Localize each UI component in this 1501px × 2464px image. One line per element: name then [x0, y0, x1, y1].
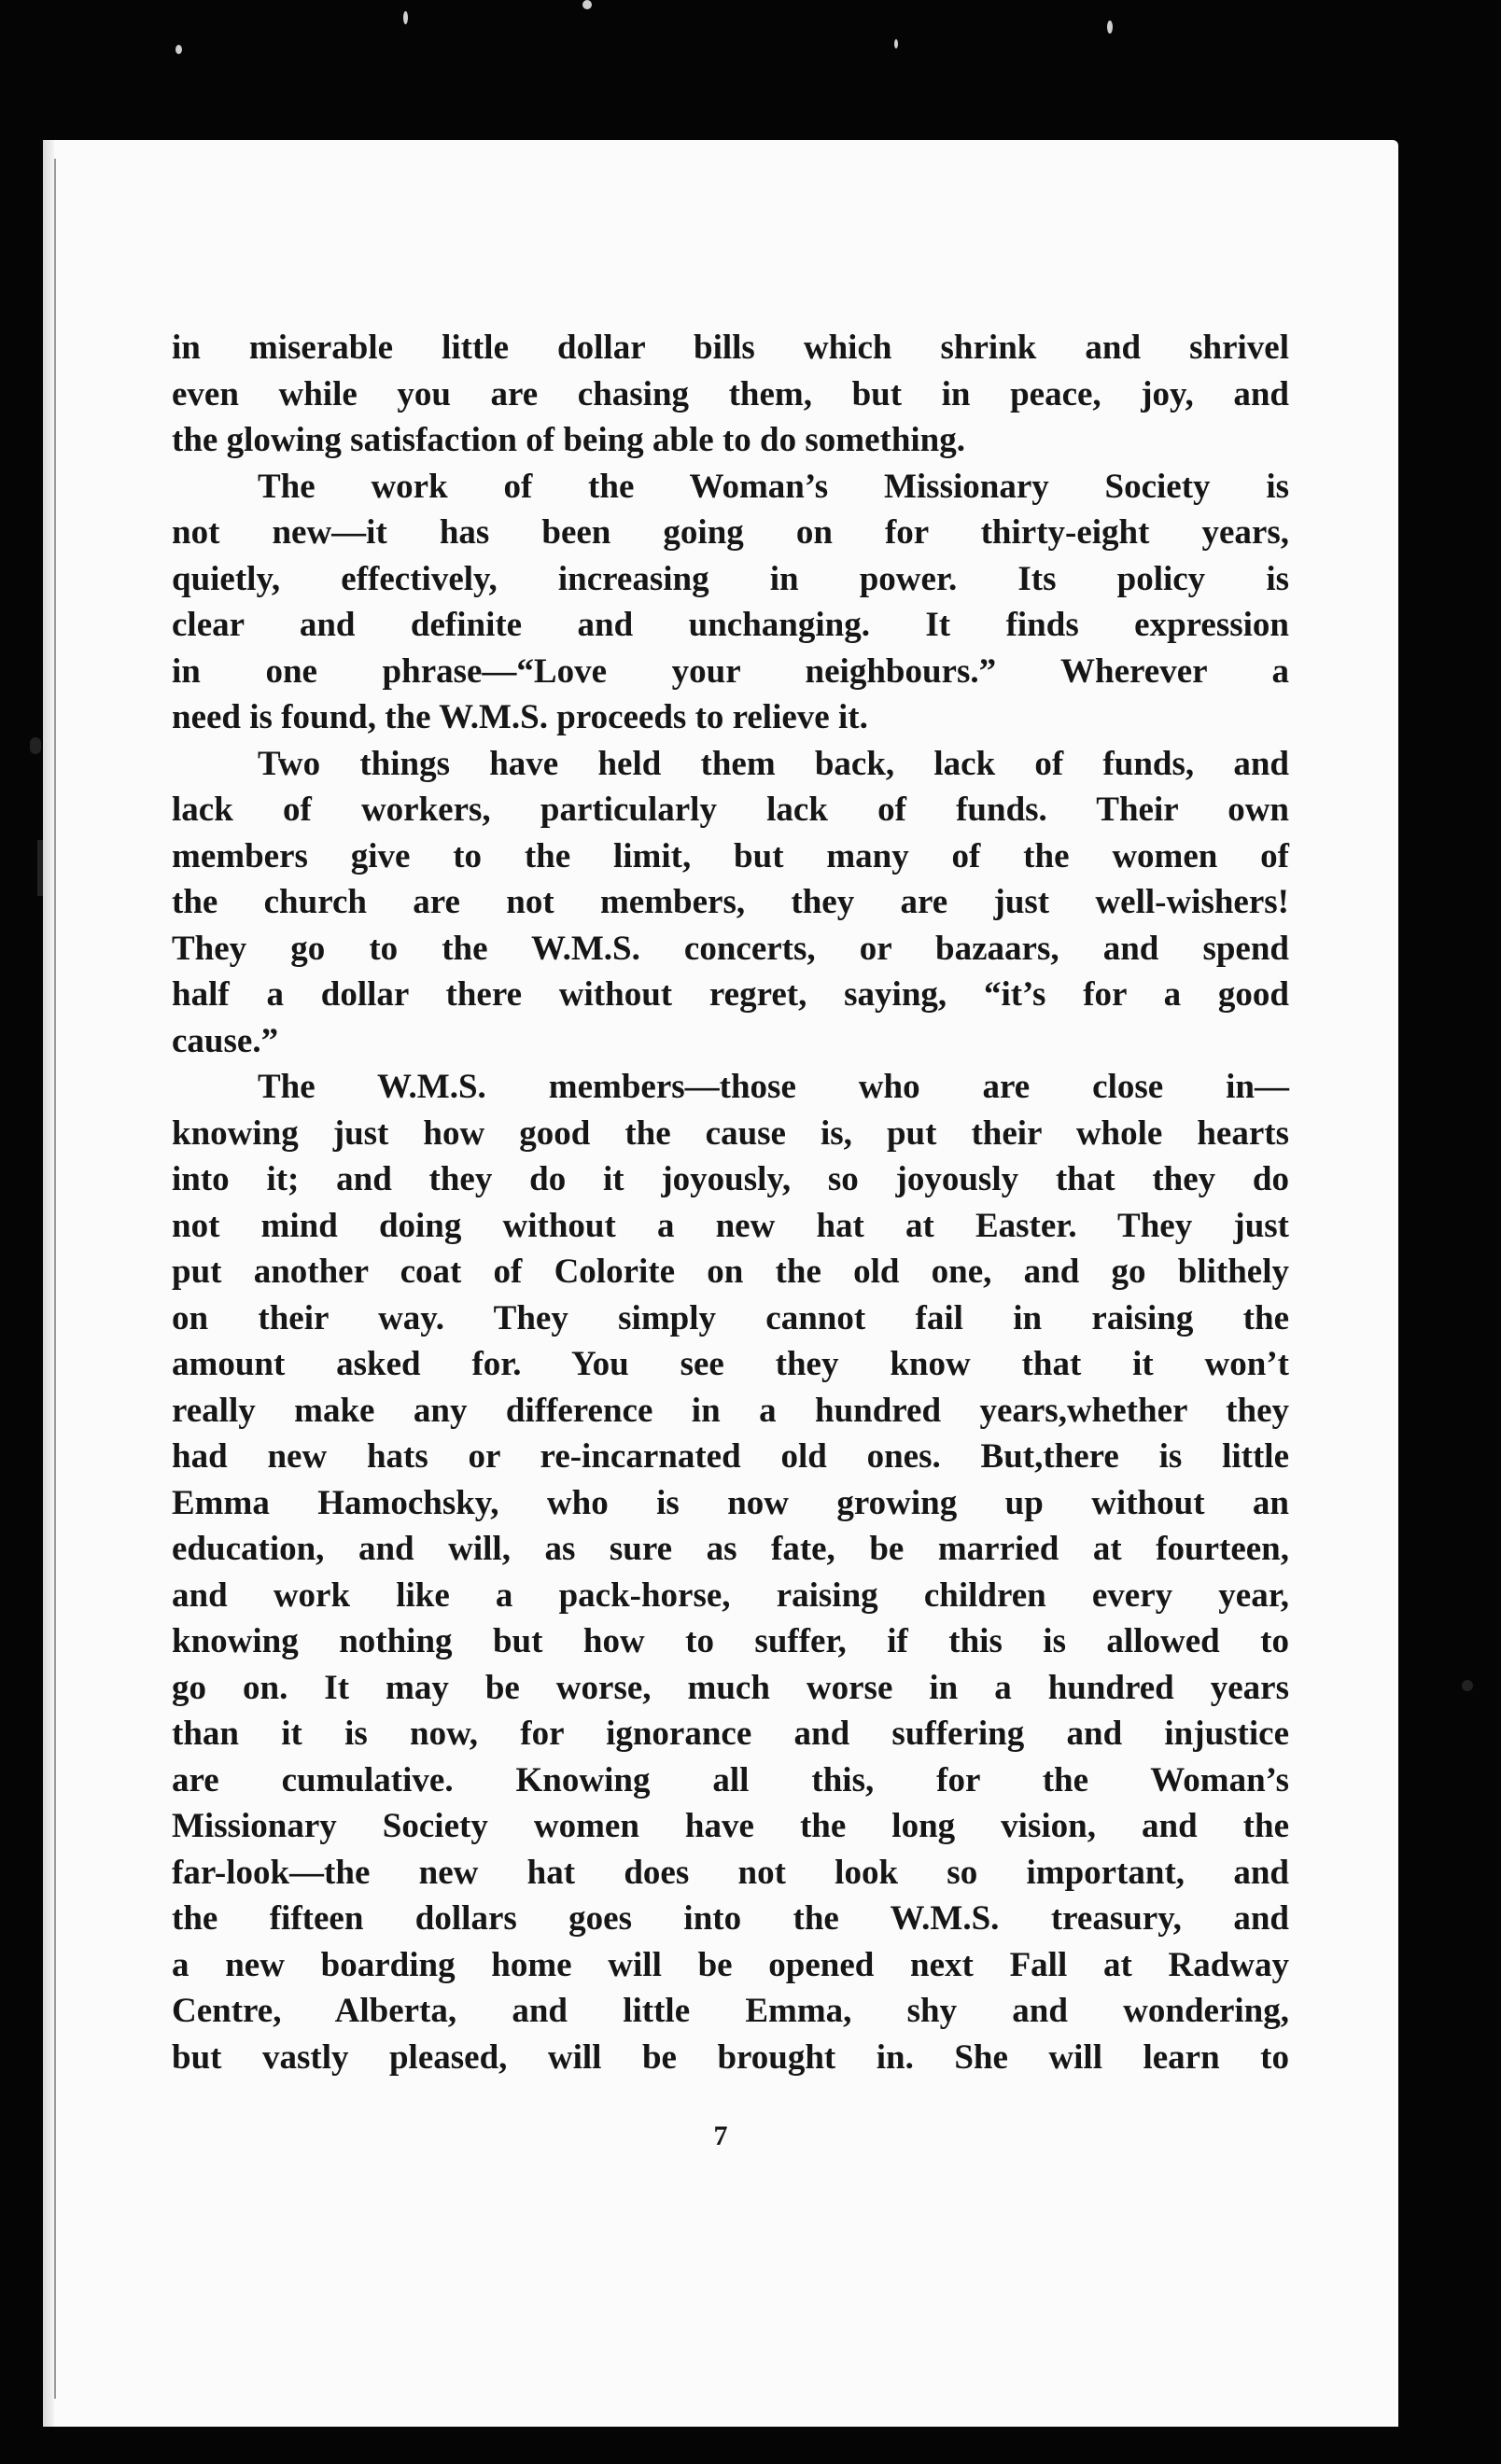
page-number: 7	[713, 2121, 728, 2151]
text-line: on their way. They simply cannot fail in raising the	[172, 1298, 1289, 1337]
text-line: really make any difference in a hundred years,whether they	[172, 1391, 1289, 1430]
paragraph	[172, 325, 1289, 464]
text-line: had new hats or re-incarnated old ones. But,there is little	[172, 1437, 1289, 1476]
text-line: The W.M.S. members—those who are close in—	[258, 1068, 1289, 1106]
paragraph	[172, 741, 1289, 1065]
text-line: amount asked for. You see they know that it won’t	[172, 1345, 1289, 1383]
text-line: Centre, Alberta, and little Emma, shy and wondering,	[172, 1992, 1289, 2030]
document-page	[43, 140, 1398, 2427]
scan-speck	[175, 45, 182, 54]
text-line: put another coat of Colorite on the old one, and go blithely	[172, 1253, 1289, 1291]
text-line: Two things have held them back, lack of funds, and	[258, 744, 1289, 783]
text-line: not mind doing without a new hat at Easter. They just	[172, 1206, 1289, 1245]
scan-speck	[403, 11, 408, 24]
text-line: are cumulative. Knowing all this, for the Woman’s	[172, 1760, 1289, 1799]
paragraph	[172, 1064, 1289, 2080]
text-line: half a dollar there without regret, saying, “it’s for a good	[172, 975, 1289, 1014]
scan-mark	[30, 737, 41, 754]
text-line: go on. It may be worse, much worse in a hundred years	[172, 1668, 1289, 1707]
text-line: the glowing satisfaction of being able to do something.	[172, 421, 966, 459]
text-line: members give to the limit, but many of the women of	[172, 836, 1289, 875]
text-line: need is found, the W.M.S. proceeds to relieve it.	[172, 698, 868, 736]
text-line: not new—it has been going on for thirty-eight years,	[172, 513, 1289, 552]
text-line: but vastly pleased, will be brought in. She will learn to	[172, 2037, 1289, 2077]
paragraph	[172, 464, 1289, 741]
text-line: than it is now, for ignorance and suffering and injustice	[172, 1715, 1289, 1753]
text-line: in one phrase—“Love your neighbours.” Wherever a	[172, 651, 1289, 691]
text-line: Emma Hamochsky, who is now growing up without an	[172, 1483, 1289, 1522]
text-line: clear and definite and unchanging. It finds expression	[172, 606, 1289, 644]
text-line: cause.”	[172, 1021, 279, 1060]
text-line: the fifteen dollars goes into the W.M.S. treasury, and	[172, 1899, 1289, 1938]
text-line: knowing just how good the cause is, put their whole hearts	[172, 1113, 1289, 1153]
text-line: lack of workers, particularly lack of funds. Their own	[172, 791, 1289, 829]
scan-mark	[1462, 1680, 1473, 1691]
body-text	[172, 325, 1289, 2080]
binding-edge	[54, 159, 56, 2399]
page-gutter	[43, 140, 54, 2427]
scan-mark	[37, 840, 43, 896]
text-line: into it; and they do it joyously, so joyously that they do	[172, 1160, 1289, 1198]
text-line: even while you are chasing them, but in peace, joy, and	[172, 374, 1289, 413]
text-line: a new boarding home will be opened next Fall at Radway	[172, 1945, 1289, 1984]
text-line: far-look—the new hat does not look so important, and	[172, 1853, 1289, 1892]
scan-speck	[894, 39, 898, 49]
text-line: They go to the W.M.S. concerts, or bazaars, and spend	[172, 929, 1289, 968]
text-line: and work like a pack-horse, raising children every year,	[172, 1575, 1289, 1615]
text-line: the church are not members, they are just well-wishers!	[172, 883, 1289, 921]
text-line: quietly, effectively, increasing in power. Its policy is	[172, 559, 1289, 598]
text-line: knowing nothing but how to suffer, if this is allowed to	[172, 1622, 1289, 1660]
text-line: The work of the Woman’s Missionary Society is	[258, 467, 1289, 506]
scan-speck	[1107, 21, 1113, 34]
text-line: Missionary Society women have the long vision, and the	[172, 1807, 1289, 1845]
text-line: in miserable little dollar bills which shrink and shrivel	[172, 329, 1289, 367]
scan-speck	[582, 0, 592, 9]
text-line: education, and will, as sure as fate, be married at fourteen,	[172, 1530, 1289, 1568]
